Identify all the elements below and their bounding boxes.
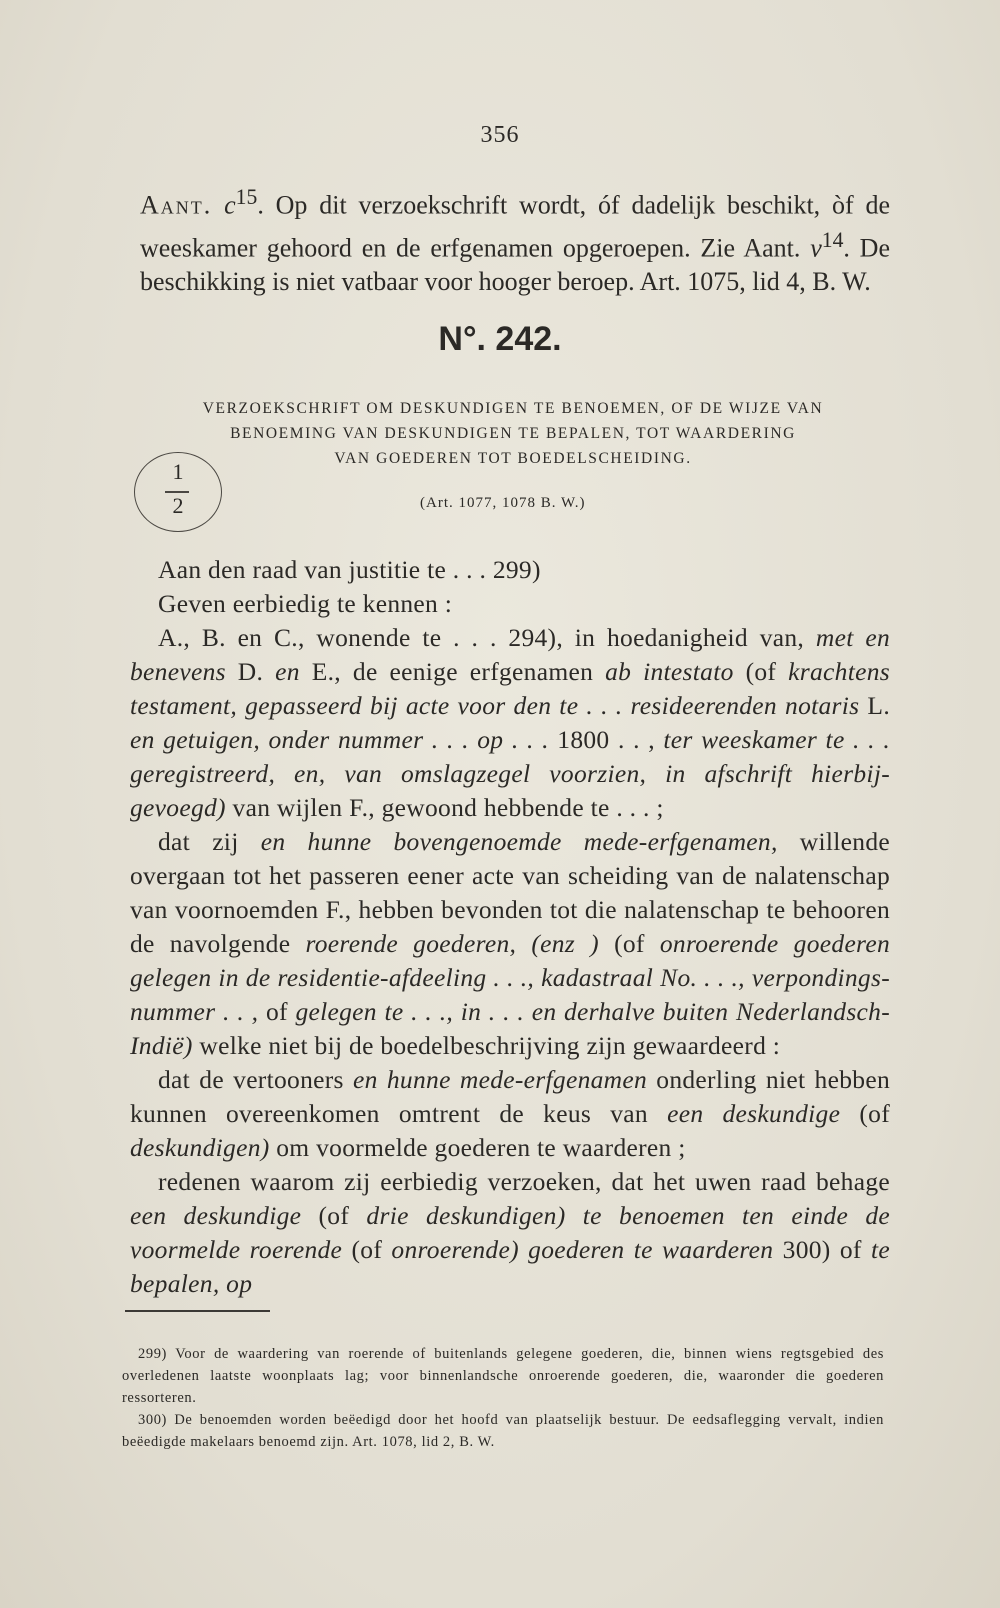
text-run: 300) of	[773, 1235, 872, 1264]
annotation-text: . Op dit verzoekschrift wordt, óf dadelijk beschikt, òf de weeskamer gehoord en de erfgenamen opgeroepen. Zie Aant.	[140, 190, 891, 263]
goods-paragraph	[130, 825, 890, 1063]
form-title-line-1: VERZOEKSCHRIFT OM DESKUNDIGEN TE BENOEMEN, OF DE WIJZE VAN	[202, 400, 824, 417]
page-number: 356	[480, 122, 520, 148]
italic-run: onroerende goederen gelegen in de residentie-afdeeling . . ., kadastraal No. . . ., verpondings-nummer . . ,	[130, 929, 891, 1026]
italic-run: en getuigen, onder nummer . . . op . . .	[130, 725, 549, 754]
text-run: E., de eenige erfgenamen	[299, 657, 606, 686]
text-run: 1800 . . ,	[548, 725, 664, 754]
article-reference: (Art. 1077, 1078 B. W.)	[420, 495, 586, 511]
text-run: redenen waarom zij eerbiedig verzoeken, dat het uwen raad behage	[158, 1167, 890, 1196]
italic-run: krachtens testament, gepasseerd bij acte voor den te . . . resideerenden notaris	[130, 657, 890, 720]
form-title	[148, 396, 878, 471]
italic-run: ab intestato	[605, 657, 734, 686]
addressee-line: Aan den raad van justitie te . . . 299)	[158, 555, 541, 584]
form-body	[130, 553, 890, 1301]
text-run: (of	[342, 1235, 392, 1264]
annotation-text-2: . De beschikking is niet vatbaar voor hooger beroep. Art. 1075, lid 4, B. W.	[140, 233, 890, 297]
note-reference-number: 15	[235, 185, 258, 209]
petitioners-paragraph	[130, 621, 890, 825]
text-run: (of	[301, 1201, 367, 1230]
annotation-prefix: Aant.	[140, 190, 213, 220]
text-run: welke niet bij de boedelbeschrijving zijn gewaardeerd :	[192, 1031, 781, 1060]
form-number-heading: N°. 242.	[438, 320, 562, 358]
text-run: om voormelde goederen te waarderen ;	[269, 1133, 686, 1162]
footnotes	[122, 1343, 884, 1453]
italic-run: drie deskundigen) te benoemen ten einde de voormelde roerende	[130, 1201, 890, 1264]
text-run: L.	[859, 691, 890, 720]
italic-run: en hunne mede-erfgenamen	[352, 1065, 648, 1094]
form-title-line-3: VAN GOEDEREN TOT BOEDELSCHEIDING.	[334, 450, 692, 467]
italic-run: met en benevens	[130, 623, 891, 686]
footnote-299: 299) Voor de waardering van roerende of buitenlands gelegene goederen, die, binnen wiens regtsgebied des overledenen laatste woonplaats lag; voor binnenlandsche onroerende goederen, die, waaronder die goederen ressorteren.	[122, 1346, 884, 1406]
italic-run: te bepalen, op	[130, 1235, 891, 1298]
italic-run: onroerende) goederen te waarderen	[391, 1235, 774, 1264]
request-paragraph	[130, 1165, 890, 1301]
annotation-paragraph	[140, 180, 890, 299]
disagreement-paragraph	[130, 1063, 890, 1165]
italic-run: roerende goederen, (enz )	[305, 929, 599, 958]
text-run: dat de vertooners	[158, 1065, 353, 1094]
fraction-numerator: 1	[172, 459, 184, 484]
text-run: D.	[225, 657, 276, 686]
italic-run: ter weeskamer te . . . geregistreerd, en, van omslagzegel voorzien, in afschrift hierbij-gevoegd)	[130, 725, 891, 822]
note-reference: c	[224, 190, 236, 220]
text-run: van wijlen F., gewoond hebbende te . . . ;	[225, 793, 664, 822]
italic-run: en hunne bovengenoemde mede-erfgenamen,	[260, 827, 778, 856]
italic-run: een deskundige	[130, 1201, 302, 1230]
footnote-300: 300) De benoemden worden beëedigd door het hoofd van plaatselijk bestuur. De eedsaflegging vervalt, indien beëedigde makelaars benoemd zijn. Art. 1078, lid 2, B. W.	[122, 1412, 884, 1450]
italic-run: deskundigen)	[130, 1133, 270, 1162]
text-run: of	[258, 997, 296, 1026]
fraction-denominator: 2	[172, 493, 184, 518]
note-reference-2: v	[810, 233, 822, 263]
text-run: (of	[598, 929, 660, 958]
stamp-fraction-mark	[134, 452, 222, 532]
text-run: (of	[840, 1099, 890, 1128]
italic-run: een deskundige	[667, 1099, 841, 1128]
note-reference-2-number: 14	[821, 227, 844, 252]
text-run: A., B. en C., wonende te . . . 294), in hoedanigheid van,	[158, 623, 816, 652]
text-run: dat zij	[158, 827, 261, 856]
italic-run: gelegen te . . ., in . . . en derhalve buiten Nederlandsch-Indië)	[130, 997, 890, 1060]
italic-run: en	[275, 657, 300, 686]
text-run: onderling niet hebben kunnen overeenkomen omtrent de keus van	[130, 1065, 890, 1128]
opening-line: Geven eerbiedig te kennen :	[158, 589, 453, 618]
form-title-line-2: BENOEMING VAN DESKUNDIGEN TE BEPALEN, TOT WAARDERING	[230, 425, 796, 442]
text-run: willende overgaan tot het passeren eener acte van scheiding van de nalatenschap van voornoemden F., hebben bevonden tot die nalatenschap te behooren de navolgende	[130, 827, 891, 958]
footnote-divider	[125, 1310, 270, 1312]
text-run: (of	[733, 657, 789, 686]
